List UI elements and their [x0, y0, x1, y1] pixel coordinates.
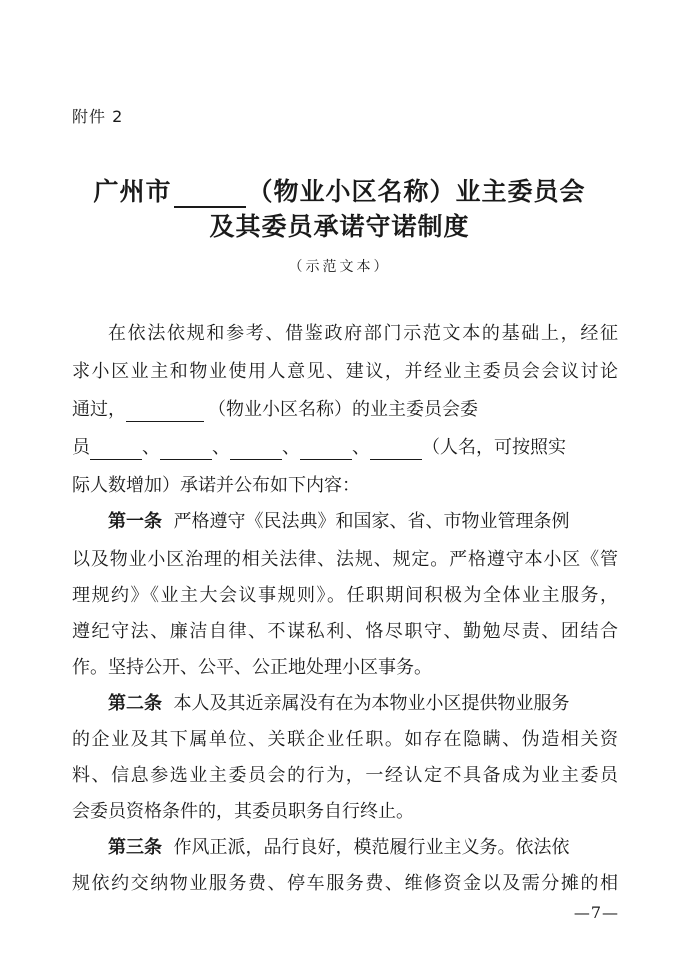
- document-title-line-2: 及其委员承诺守诺制度: [209, 212, 470, 241]
- article-2-text-1: 本人及其近亲属没有在为本物业小区提供物业服务: [173, 693, 570, 714]
- member-name-blank-4: [300, 439, 352, 460]
- article-1-line-2: 以及物业小区治理的相关法律、法规、规定。严格遵守本小区《管: [72, 549, 618, 570]
- title-prefix: 广州市: [93, 177, 172, 206]
- separator-3: 、: [282, 437, 300, 458]
- member-name-blank-3: [230, 439, 282, 460]
- article-3-line-2: 规依约交纳物业服务费、停车服务费、维修资金以及需分摊的相: [72, 873, 618, 894]
- article-1-line-4: 遵纪守法、廉洁自律、不谋私利、恪尽职守、勤勉尽责、团结合: [72, 621, 618, 642]
- attachment-label: 附件 2: [72, 107, 124, 126]
- document-title-line-1: [0, 172, 679, 208]
- intro-line-2: 求小区业主和物业使用人意见、建议，并经业主委员会会议讨论: [72, 361, 618, 382]
- article-1-line-1: [72, 510, 618, 534]
- article-2-line-3: 料、信息参选业主委员会的行为，一经认定不具备成为业主委员: [72, 765, 618, 786]
- separator-4: 、: [352, 437, 370, 458]
- article-1-heading: 第一条: [108, 511, 162, 532]
- intro-line-3-suffix: （物业小区名称）的业主委员会委: [208, 399, 478, 420]
- page-number: —7—: [573, 903, 619, 922]
- article-2-line-1: [72, 692, 618, 716]
- intro-line-3: [72, 398, 618, 422]
- article-1-line-3: 理规约》《业主大会议事规则》。任职期间积极为全体业主服务，: [72, 585, 618, 606]
- article-1-line-5: 作。坚持公开、公平、公正地处理小区事务。: [72, 657, 432, 678]
- separator-2: 、: [212, 437, 230, 458]
- intro-line-4: [72, 436, 618, 460]
- member-name-blank-5: [370, 439, 422, 460]
- separator-1: 、: [142, 437, 160, 458]
- document-subtitle: （示范文本）: [288, 259, 391, 275]
- article-2-line-4: 会委员资格条件的，其委员职务自行终止。: [72, 801, 414, 822]
- community-name-blank: [174, 180, 246, 208]
- article-2-line-2: 的企业及其下属单位、关联企业任职。如存在隐瞒、伪造相关资: [72, 729, 618, 750]
- article-1-text-1: 严格遵守《民法典》和国家、省、市物业管理条例: [173, 511, 570, 532]
- intro-line-3-prefix: 通过，: [72, 399, 126, 420]
- member-name-blank-2: [160, 439, 212, 460]
- article-3-line-1: [72, 836, 618, 860]
- intro-line-4-prefix: 员: [72, 437, 90, 458]
- title-suffix: （物业小区名称）业主委员会: [247, 177, 586, 206]
- member-name-blank-1: [90, 439, 142, 460]
- article-2-heading: 第二条: [108, 693, 162, 714]
- community-name-blank-2: [126, 401, 204, 422]
- intro-line-4-suffix: （人名，可按照实: [422, 437, 566, 458]
- article-3-text-1: 作风正派，品行良好，模范履行业主义务。依法依: [173, 837, 570, 858]
- article-3-heading: 第三条: [108, 837, 162, 858]
- intro-line-1: 在依法依规和参考、借鉴政府部门示范文本的基础上，经征: [108, 323, 618, 344]
- intro-line-5: 际人数增加）承诺并公布如下内容：: [72, 475, 360, 496]
